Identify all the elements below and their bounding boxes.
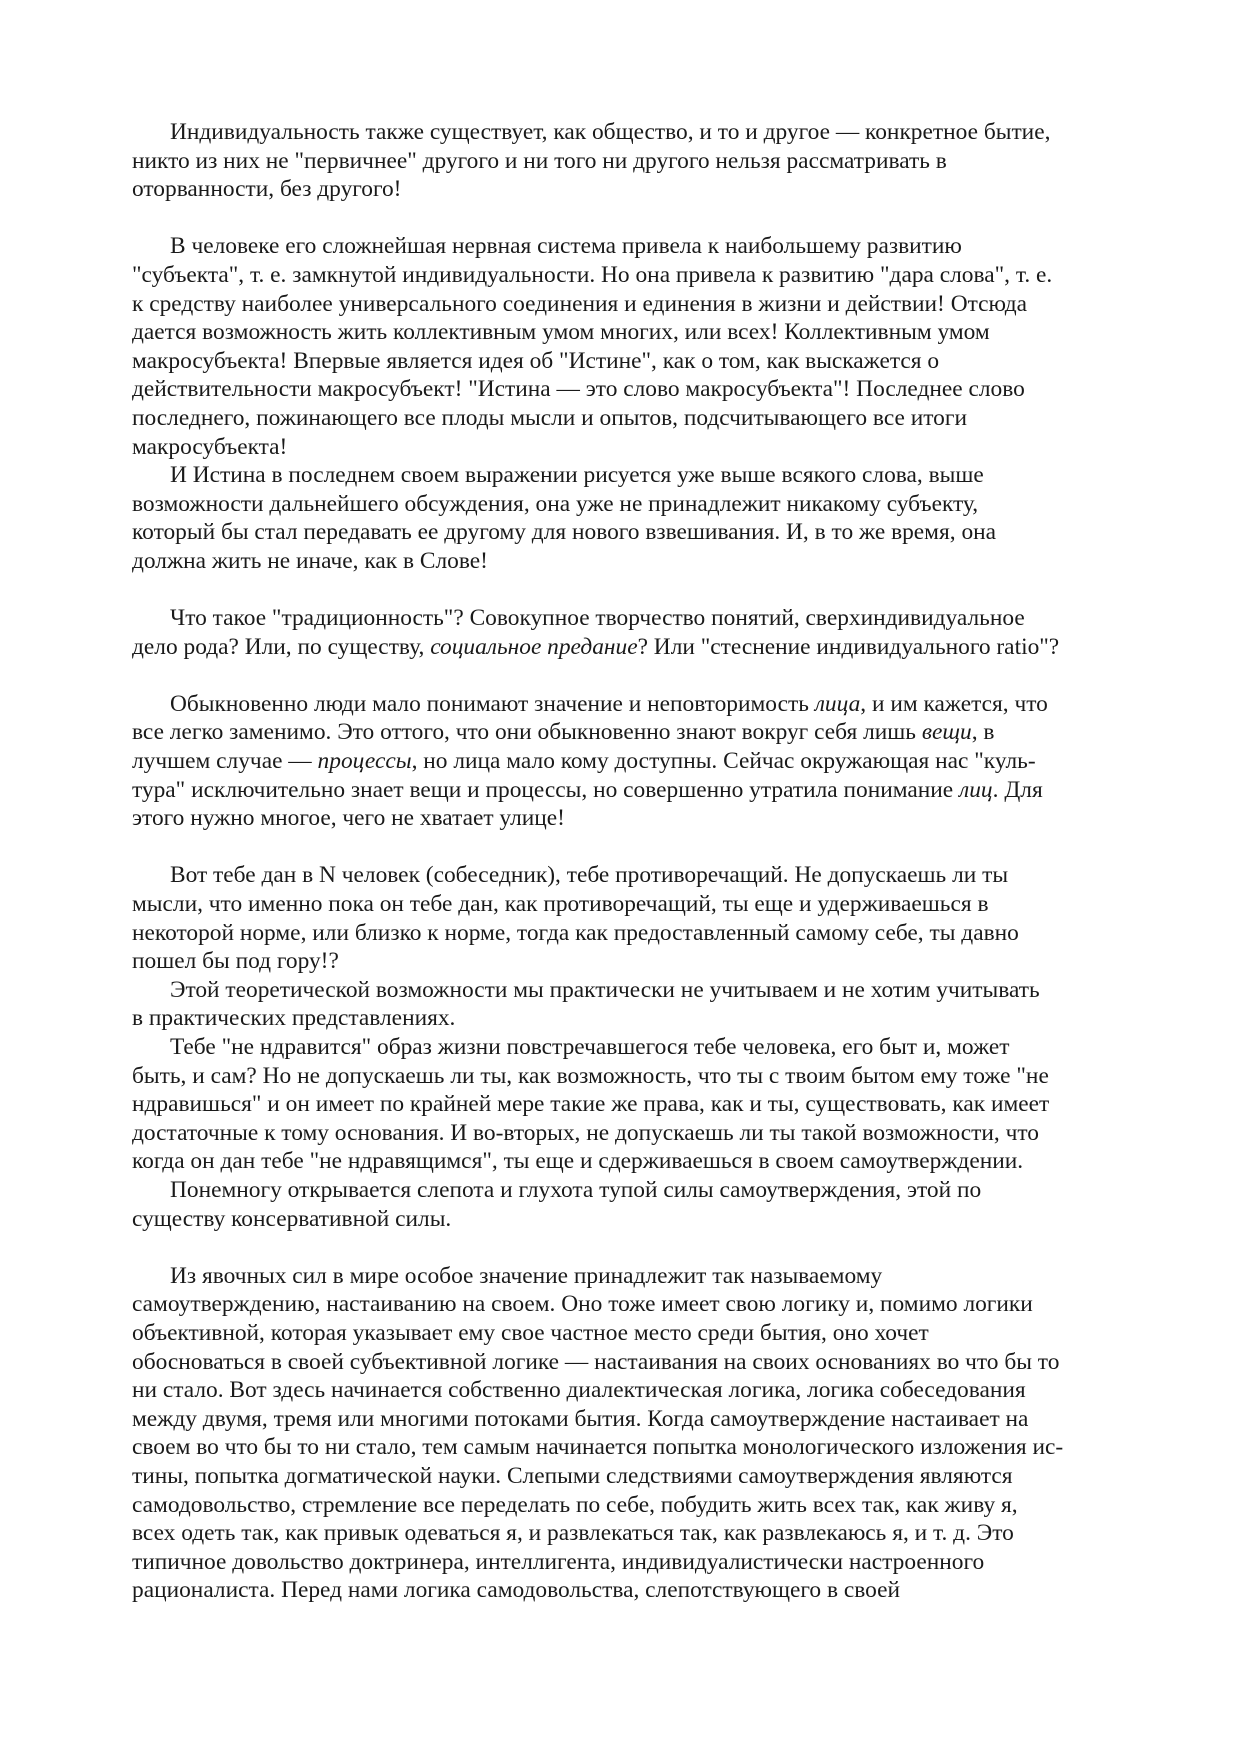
- text-segment: , но лица мало кому доступны. Сейчас окружающая нас "куль-: [411, 748, 1036, 775]
- text-line: Тебе "не ндравится" образ жизни повстречавшегося тебе человека, его быт и, может: [170, 1034, 1010, 1060]
- paragraph-4: [132, 604, 1127, 661]
- text-line: [132, 718, 1127, 747]
- text-segment: тура" исключительно знает вещи и процессы, но совершенно утратила понимание: [132, 776, 960, 803]
- text-line: дается возможность жить коллективным умом многих, или всех! Коллективным умом: [132, 319, 990, 346]
- text-line: самодовольство, стремление все переделать по себе, побудить жить всех так, как живу я,: [132, 1491, 1018, 1518]
- text-segment: , и им кажется, что: [860, 690, 1048, 717]
- text-segment: . Для: [992, 776, 1043, 803]
- text-line: мысли, что именно пока он тебе дан, как противоречащий, ты еще и удерживаешься в: [132, 891, 989, 918]
- text-line: [132, 690, 1127, 719]
- text-line: Из явочных сил в мире особое значение принадлежит так называемому: [170, 1262, 883, 1289]
- text-line: макросубъекта!: [132, 433, 288, 460]
- italic-word: лиц: [959, 776, 993, 803]
- text-line: объективной, которая указывает ему свое частное место среди бытия, оно хочет: [132, 1319, 929, 1346]
- text-line: тины, попытка догматической науки. Слепыми следствиями самоутверждения являются: [132, 1462, 1013, 1489]
- text-segment: Обыкновенно люди мало понимают значение и неповторимость: [170, 690, 815, 717]
- text-line: когда он дан тебе "не ндравящимся", ты еще и сдерживаешься в своем самоутверждении.: [132, 1148, 1024, 1175]
- text-line: пошел бы под гору!?: [132, 948, 339, 975]
- text-line: Этой теоретической возможности мы практически не учитываем и не хотим учитывать: [170, 976, 1040, 1003]
- text-line: оторванности, без другого!: [132, 176, 402, 203]
- text-segment: все легко заменимо. Это оттого, что они обыкновенно знают вокруг себя лишь: [132, 719, 922, 746]
- text-line: этого нужно многое, чего не хватает улице!: [132, 805, 565, 832]
- text-line: всех одеть так, как привык одеваться я, и развлекаться так, как развлекаюсь я, и т. д. Это: [132, 1520, 1014, 1547]
- italic-word: лица: [814, 690, 861, 717]
- paragraph-5: [132, 690, 1127, 833]
- text-line: между двумя, тремя или многими потоками бытия. Когда самоутверждение настаивает на: [132, 1405, 1029, 1432]
- text-line: ни стало. Вот здесь начинается собственно диалектическая логика, логика собеседования: [132, 1377, 1026, 1404]
- paragraph-3: [132, 461, 1127, 575]
- text-line: некоторой норме, или близко к норме, тогда как предоставленный самому себе, ты давно: [132, 919, 1019, 946]
- text-line: [132, 776, 1127, 805]
- text-line: обосноваться в своей субъективной логике — настаивания на своих основаниях во что бы то: [132, 1348, 1060, 1375]
- text-line: макросубъекта! Впервые является идея об "Истине", как о том, как выскажется о: [132, 347, 940, 374]
- paragraph-9: [132, 1176, 1127, 1233]
- text-line: рационалиста. Перед нами логика самодовольства, слепотствующего в своей: [132, 1577, 900, 1604]
- text-line: своем во что бы то ни стало, тем самым начинается попытка монологического изложения ис-: [132, 1434, 1064, 1461]
- paragraph-2: [132, 232, 1127, 461]
- italic-word: процессы: [317, 748, 412, 775]
- text-line: действительности макросубъект! "Истина — это слово макросубъекта"! Последнее слово: [132, 376, 1025, 403]
- paragraph-7: [132, 976, 1127, 1033]
- text-line: достаточные к тому основания. И во-вторых, не допускаешь ли ты такой возможности, что: [132, 1119, 1039, 1146]
- text-line: быть, и сам? Но не допускаешь ли ты, как возможность, что ты с твоим бытом ему тоже "не: [132, 1062, 1049, 1089]
- paragraph-1: [132, 118, 1127, 204]
- text-line: никто из них не "первичнее" другого и ни того ни другого нельзя рассматривать в: [132, 147, 947, 174]
- paragraph-10: [132, 1262, 1127, 1605]
- text-line: ндравишься" и он имеет по крайней мере такие же права, как и ты, существовать, как имеет: [132, 1091, 1050, 1118]
- italic-word: вещи: [921, 719, 972, 746]
- text-line: [132, 747, 1127, 776]
- text-line: Вот тебе дан в N человек (собеседник), тебе противоречащий. Не допускаешь ли ты: [170, 862, 1009, 889]
- paragraph-8: [132, 1033, 1127, 1176]
- text-segment: ? Или "стеснение индивидуального ratio"?: [637, 633, 1060, 660]
- text-line: В человеке его сложнейшая нервная система привела к наибольшему развитию: [170, 233, 962, 260]
- text-line: к средству наиболее универсального соединения и единения в жизни и действии! Отсюда: [132, 290, 1028, 317]
- text-line: который бы стал передавать ее другому для нового взвешивания. И, в то же время, она: [132, 519, 997, 546]
- paragraph-6: [132, 861, 1127, 975]
- text-line: Что такое "традиционность"? Совокупное творчество понятий, сверхиндивидуальное: [170, 605, 1025, 632]
- text-line: "субъекта", т. е. замкнутой индивидуальности. Но она привела к развитию "дара слова", т. е.: [132, 261, 1053, 288]
- text-line: существу консервативной силы.: [132, 1205, 452, 1232]
- text-line: возможности дальнейшего обсуждения, она уже не принадлежит никакому субъекту,: [132, 490, 979, 517]
- text-line: в практических представлениях.: [132, 1005, 456, 1032]
- text-line: Индивидуальность также существует, как общество, и то и другое — конкретное бытие,: [170, 119, 1051, 145]
- text-segment: , в: [971, 719, 995, 746]
- text-line: типичное довольство доктринера, интеллигента, индивидуалистически настроенного: [132, 1548, 985, 1575]
- text-line: [132, 633, 1127, 662]
- text-segment: дело рода? Или, по существу,: [132, 633, 431, 660]
- italic-phrase: социальное предание: [430, 633, 638, 660]
- text-segment: лучшем случае —: [132, 748, 318, 775]
- text-line: И Истина в последнем своем выражении рисуется уже выше всякого слова, выше: [170, 462, 984, 489]
- text-line: последнего, пожинающего все плоды мысли и опытов, подсчитывающего все итоги: [132, 404, 967, 431]
- text-line: Понемногу открывается слепота и глухота тупой силы самоутверждения, этой по: [170, 1176, 982, 1203]
- text-line: самоутверждению, настаиванию на своем. Оно тоже имеет свою логику и, помимо логики: [132, 1291, 1033, 1318]
- text-line: должна жить не иначе, как в Слове!: [132, 547, 488, 574]
